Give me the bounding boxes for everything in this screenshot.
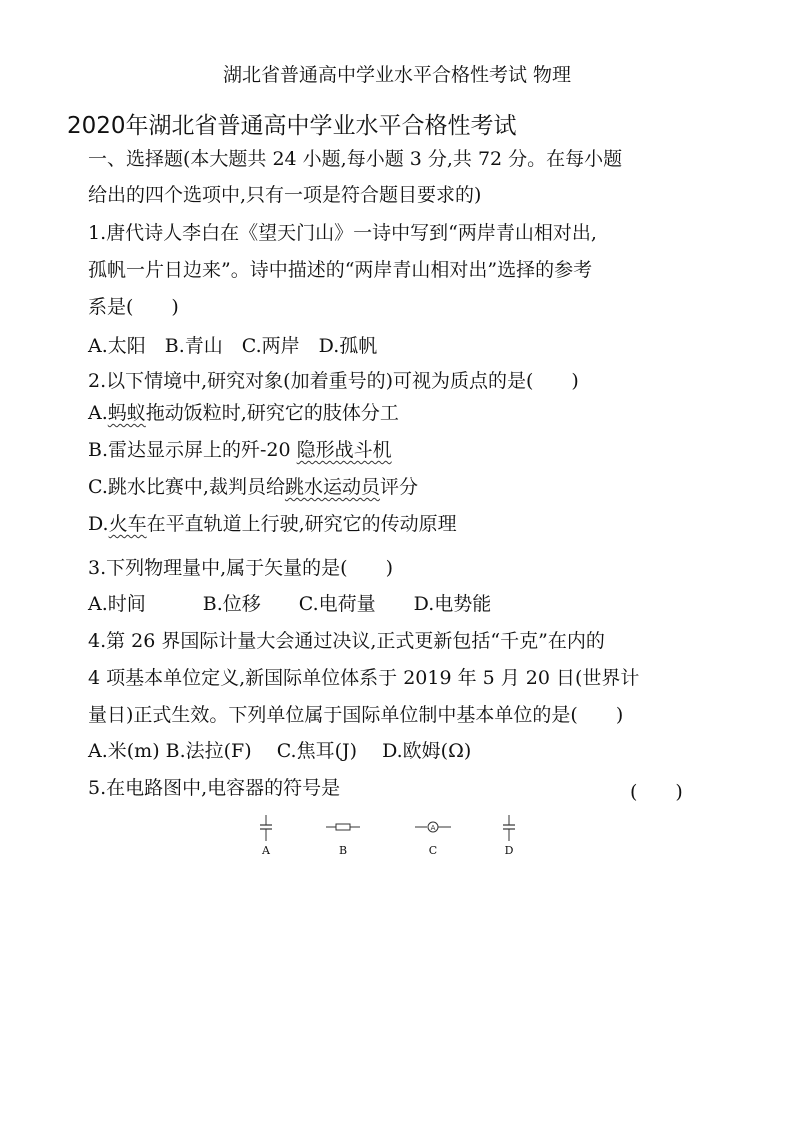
ammeter-icon	[415, 815, 451, 841]
capacitor-vertical-icon	[256, 815, 276, 841]
resistor-icon	[326, 815, 360, 841]
symbol-label: A	[262, 844, 270, 857]
symbol-option-d	[484, 815, 534, 857]
emphasis-text: 隐形战斗机	[296, 439, 392, 461]
page-header: 湖北省普通高中学业水平合格性考试 物理	[222, 64, 572, 86]
symbol-label: C	[428, 844, 438, 857]
symbol-option-b	[318, 815, 368, 857]
capacitor-vertical-icon	[499, 815, 519, 841]
q1-stem-line3: 系是( )	[88, 296, 179, 318]
q2-option-c: C.跳水比赛中,裁判员给跳水运动员评分	[88, 476, 418, 498]
q4-stem-line1: 4.第 26 界国际计量大会通过决议,正式更新包括“千克”在内的	[88, 630, 605, 652]
q4-stem-line3: 量日)正式生效。下列单位属于国际单位制中基本单位的是( )	[88, 704, 624, 726]
q3-stem: 3.下列物理量中,属于矢量的是( )	[88, 557, 393, 579]
q1-options: A.太阳 B.青山 C.两岸 D.孤帆	[88, 335, 378, 357]
exam-title: 2020年湖北省普通高中学业水平合格性考试	[67, 113, 517, 139]
q1-stem-line2: 孤帆一片日边来”。诗中描述的“两岸青山相对出”选择的参考	[88, 259, 593, 281]
section-heading-line1: 一、选择题(本大题共 24 小题,每小题 3 分,共 72 分。在每小题	[88, 148, 623, 170]
q2-option-d: D.火车在平直轨道上行驶,研究它的传动原理	[88, 513, 457, 535]
q3-options: A.时间 B.位移 C.电荷量 D.电势能	[88, 593, 492, 615]
q2-stem: 2.以下情境中,研究对象(加着重号的)可视为质点的是( )	[88, 370, 579, 392]
q4-stem-line2: 4 项基本单位定义,新国际单位体系于 2019 年 5 月 20 日(世界计	[88, 667, 640, 689]
symbol-option-a	[241, 815, 291, 857]
q2-option-a: A.蚂蚁拖动饭粒时,研究它的肢体分工	[88, 402, 399, 424]
svg-text:A: A	[430, 824, 436, 832]
emphasis-text: 跳水运动员	[284, 476, 380, 498]
symbol-label: B	[338, 844, 348, 857]
section-heading-line2: 给出的四个选项中,只有一项是符合题目要求的)	[88, 184, 482, 206]
emphasis-text: 蚂蚁	[107, 402, 146, 424]
symbol-label: D	[504, 844, 514, 857]
q1-stem-line1: 1.唐代诗人李白在《望天门山》一诗中写到“两岸青山相对出,	[88, 222, 597, 244]
emphasis-text: 火车	[108, 513, 147, 535]
symbol-option-c	[408, 815, 458, 857]
answer-parentheses: ( )	[630, 781, 683, 803]
q2-option-b: B.雷达显示屏上的歼-20 隐形战斗机	[88, 439, 392, 461]
q5-stem: 5.在电路图中,电容器的符号是	[88, 777, 341, 799]
q4-options: A.米(m) B.法拉(F) C.焦耳(J) D.欧姆(Ω)	[88, 740, 472, 762]
